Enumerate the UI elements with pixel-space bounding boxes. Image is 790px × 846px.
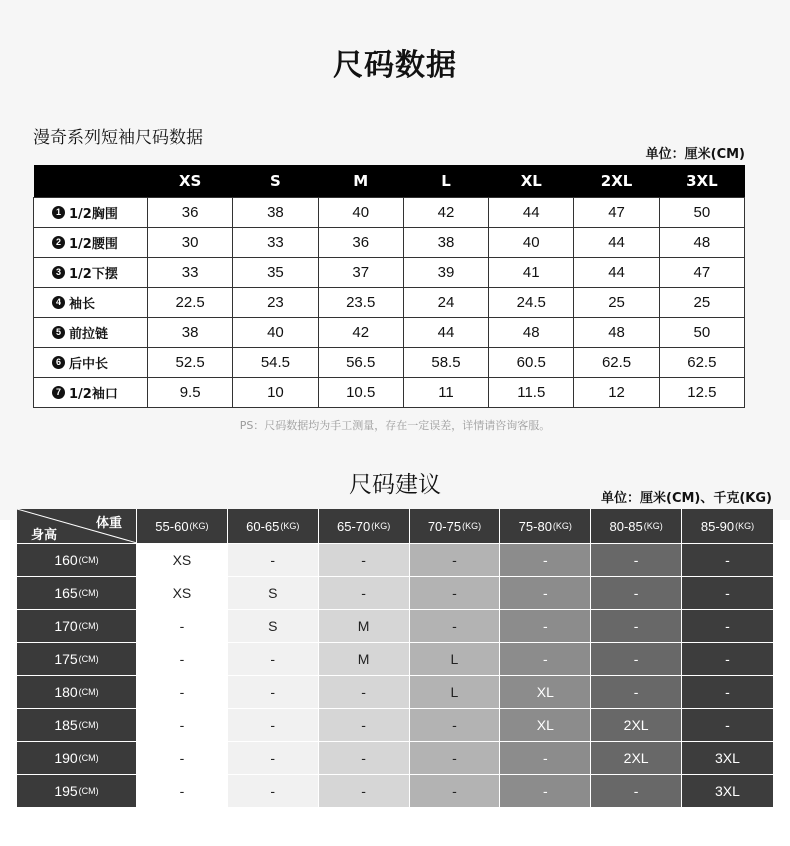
recommended-size-cell: M [319,609,410,642]
measurement-value: 60.5 [489,347,574,377]
recommendation-body [17,543,773,807]
recommended-size-cell: - [137,675,228,708]
measurement-value: 54.5 [233,347,318,377]
recommended-size-cell: XS [137,543,228,576]
size-column-header: XS [148,165,233,197]
number-badge-icon: 4 [52,296,65,309]
recommended-size-cell: 2XL [591,708,682,741]
measurement-value: 42 [403,197,488,227]
recommended-size-cell: L [410,675,501,708]
measurement-value: 44 [403,317,488,347]
height-value: 195 [54,783,78,799]
recommended-size-cell: - [682,609,773,642]
measurement-value: 36 [148,197,233,227]
weight-unit: (KG) [735,521,755,531]
recommended-size-cell: - [682,675,773,708]
size-recommendation-grid [17,509,773,807]
recommended-size-cell: - [410,576,501,609]
recommended-size-cell: - [500,642,591,675]
measurement-value: 56.5 [318,347,403,377]
recommended-size-cell: - [319,741,410,774]
recommended-size-cell: - [137,708,228,741]
weight-range: 75-80 [518,518,552,534]
height-unit: (CM) [78,621,99,631]
measurement-value: 35 [233,257,318,287]
measurement-value: 37 [318,257,403,287]
recommendation-row [17,609,773,642]
recommended-size-cell: - [410,708,501,741]
size-table-unit: 单位：厘米(CM) [645,147,745,162]
weight-range: 80-85 [609,518,643,534]
measurement-value: 23.5 [318,287,403,317]
recommended-size-cell: - [319,543,410,576]
measurement-label-cell [34,227,148,257]
number-badge-icon: 6 [52,356,65,369]
measurement-name: 1/2袖口 [69,386,118,402]
grid-corner-cell [17,509,137,543]
measurement-value: 47 [574,197,659,227]
measurement-value: 12 [574,377,659,407]
height-value: 160 [54,552,78,568]
measurement-name: 1/2胸围 [69,206,118,222]
measurement-value: 42 [318,317,403,347]
recommended-size-cell: - [591,543,682,576]
height-row-header [17,708,137,741]
measurement-value: 11.5 [489,377,574,407]
page-title: 尺码数据 [333,48,457,83]
recommended-size-cell: 3XL [682,774,773,807]
weight-unit: (KG) [643,521,663,531]
recommended-size-cell: - [137,741,228,774]
recommended-size-cell: - [682,708,773,741]
measurement-value: 36 [318,227,403,257]
height-value: 185 [54,717,78,733]
measurement-label-cell [34,347,148,377]
height-value: 180 [54,684,78,700]
height-value: 165 [54,585,78,601]
recommended-size-cell: L [410,642,501,675]
size-column-header: 3XL [659,165,744,197]
recommended-size-cell: S [228,576,319,609]
measurement-value: 22.5 [148,287,233,317]
weight-column-header [410,509,501,543]
size-column-header: M [318,165,403,197]
recommended-size-cell: - [591,576,682,609]
measurement-value: 48 [574,317,659,347]
measurement-value: 44 [489,197,574,227]
measurement-value: 47 [659,257,744,287]
recommendation-row [17,576,773,609]
measurement-label-cell [34,317,148,347]
recommended-size-cell: - [410,543,501,576]
height-unit: (CM) [78,786,99,796]
measurement-value: 40 [318,197,403,227]
weight-range: 65-70 [336,518,371,534]
recommendation-row [17,675,773,708]
measurement-value: 38 [148,317,233,347]
number-badge-icon: 5 [52,326,65,339]
height-value: 170 [54,618,78,634]
measurement-label-cell [34,377,148,407]
weight-range: 60-65 [246,518,280,534]
measurement-value: 40 [233,317,318,347]
measurement-value: 38 [233,197,318,227]
measurement-value: 23 [233,287,318,317]
recommended-size-cell: - [319,708,410,741]
measurement-value: 40 [489,227,574,257]
recommended-size-cell: - [319,774,410,807]
measurement-value: 9.5 [148,377,233,407]
recommendation-row [17,543,773,576]
weight-unit: (KG) [371,521,391,531]
measurement-value: 33 [148,257,233,287]
measurement-value: 12.5 [659,377,744,407]
recommendation-row [17,741,773,774]
measurement-value: 25 [659,287,744,317]
recommended-size-cell: - [500,741,591,774]
recommended-size-cell: M [319,642,410,675]
size-column-header: XL [489,165,574,197]
table-row [34,287,745,317]
weight-column-header [137,509,228,543]
measurement-value: 52.5 [148,347,233,377]
weight-unit: (KG) [280,521,300,531]
measurement-value: 30 [148,227,233,257]
measurement-value: 58.5 [403,347,488,377]
height-unit: (CM) [78,588,99,598]
recommended-size-cell: - [591,642,682,675]
number-badge-icon: 3 [52,266,65,279]
measurement-value: 50 [659,317,744,347]
height-row-header [17,609,137,642]
measurement-label-cell [34,197,148,227]
size-table-subtitle: 漫奇系列短袖尺码数据 [33,128,203,148]
measurement-value: 44 [574,227,659,257]
measurement-label-cell [34,287,148,317]
measurement-value: 24 [403,287,488,317]
measurement-name: 1/2腰围 [69,236,118,252]
measurement-value: 41 [489,257,574,287]
recommended-size-cell: - [137,609,228,642]
measurement-value: 62.5 [574,347,659,377]
recommended-size-cell: - [228,543,319,576]
measurement-value: 48 [489,317,574,347]
height-unit: (CM) [78,555,99,565]
measurement-name: 1/2下摆 [69,266,118,282]
weight-column-header [228,509,319,543]
measurement-value: 48 [659,227,744,257]
recommendation-header-row [17,509,773,543]
recommended-size-cell: - [228,708,319,741]
height-unit: (CM) [78,720,99,730]
recommended-size-cell: - [500,609,591,642]
height-value: 175 [54,651,78,667]
recommended-size-cell: - [319,576,410,609]
number-badge-icon: 7 [52,386,65,399]
recommended-size-cell: 3XL [682,741,773,774]
recommended-size-cell: XS [137,576,228,609]
weight-range: 70-75 [427,518,462,534]
recommended-size-cell: - [228,675,319,708]
measurement-value: 39 [403,257,488,287]
measurement-value: 10 [233,377,318,407]
measurement-value: 10.5 [318,377,403,407]
recommended-size-cell: 2XL [591,741,682,774]
recommendation-row [17,774,773,807]
height-unit: (CM) [78,654,99,664]
measurement-value: 44 [574,257,659,287]
recommended-size-cell: - [682,543,773,576]
ps-note: PS：尺码数据均为手工测量，存在一定误差，详情请咨询客服。 [239,419,551,432]
recommended-size-cell: - [682,642,773,675]
weight-column-header [319,509,410,543]
recommended-size-cell: - [410,774,501,807]
table-row [34,197,745,227]
measurement-name: 前拉链 [69,326,109,342]
size-column-header: L [403,165,488,197]
height-row-header [17,642,137,675]
measurement-name: 后中长 [69,356,109,372]
table-row [34,227,745,257]
size-column-header: S [233,165,318,197]
measurement-value: 62.5 [659,347,744,377]
size-table-header [34,165,745,197]
measurement-value: 11 [403,377,488,407]
height-row-header [17,543,137,576]
height-value: 190 [54,750,78,766]
measurement-value: 25 [574,287,659,317]
recommended-size-cell: - [500,543,591,576]
size-table [33,165,745,408]
recommendation-title: 尺码建议 [349,472,441,498]
recommended-size-cell: - [410,609,501,642]
recommended-size-cell: S [228,609,319,642]
weight-column-header [500,509,591,543]
recommended-size-cell: - [228,774,319,807]
weight-column-header [591,509,682,543]
recommended-size-cell: - [410,741,501,774]
measurement-value: 38 [403,227,488,257]
table-row [34,317,745,347]
weight-unit: (KG) [552,521,572,531]
measurement-value: 50 [659,197,744,227]
height-unit: (CM) [78,753,99,763]
table-row [34,347,745,377]
recommendation-unit: 单位：厘米(CM)、千克(KG) [601,491,772,506]
weight-axis-label: 体重 [95,516,122,531]
weight-unit: (KG) [462,521,482,531]
table-row [34,257,745,287]
height-unit: (CM) [78,687,99,697]
measurement-name: 袖长 [69,296,96,312]
size-table-corner [34,165,148,197]
recommendation-row [17,642,773,675]
recommended-size-cell: - [228,642,319,675]
measurement-value: 33 [233,227,318,257]
height-row-header [17,774,137,807]
recommended-size-cell: - [500,774,591,807]
recommended-size-cell: - [682,576,773,609]
height-row-header [17,576,137,609]
recommended-size-cell: - [591,774,682,807]
recommended-size-cell: - [500,576,591,609]
weight-range: 55-60 [155,518,189,534]
recommended-size-cell: - [591,675,682,708]
height-row-header [17,675,137,708]
weight-range: 85-90 [700,518,735,534]
height-axis-label: 身高 [31,528,58,543]
measurement-value: 24.5 [489,287,574,317]
weight-column-header [682,509,773,543]
weight-unit: (KG) [189,521,209,531]
size-column-header: 2XL [574,165,659,197]
height-row-header [17,741,137,774]
table-row [34,377,745,407]
recommendation-row [17,708,773,741]
recommended-size-cell: XL [500,708,591,741]
recommended-size-cell: - [137,774,228,807]
recommended-size-cell: - [228,741,319,774]
number-badge-icon: 2 [52,236,65,249]
recommended-size-cell: - [319,675,410,708]
recommended-size-cell: - [137,642,228,675]
measurement-label-cell [34,257,148,287]
recommended-size-cell: - [591,609,682,642]
number-badge-icon: 1 [52,206,65,219]
recommended-size-cell: XL [500,675,591,708]
